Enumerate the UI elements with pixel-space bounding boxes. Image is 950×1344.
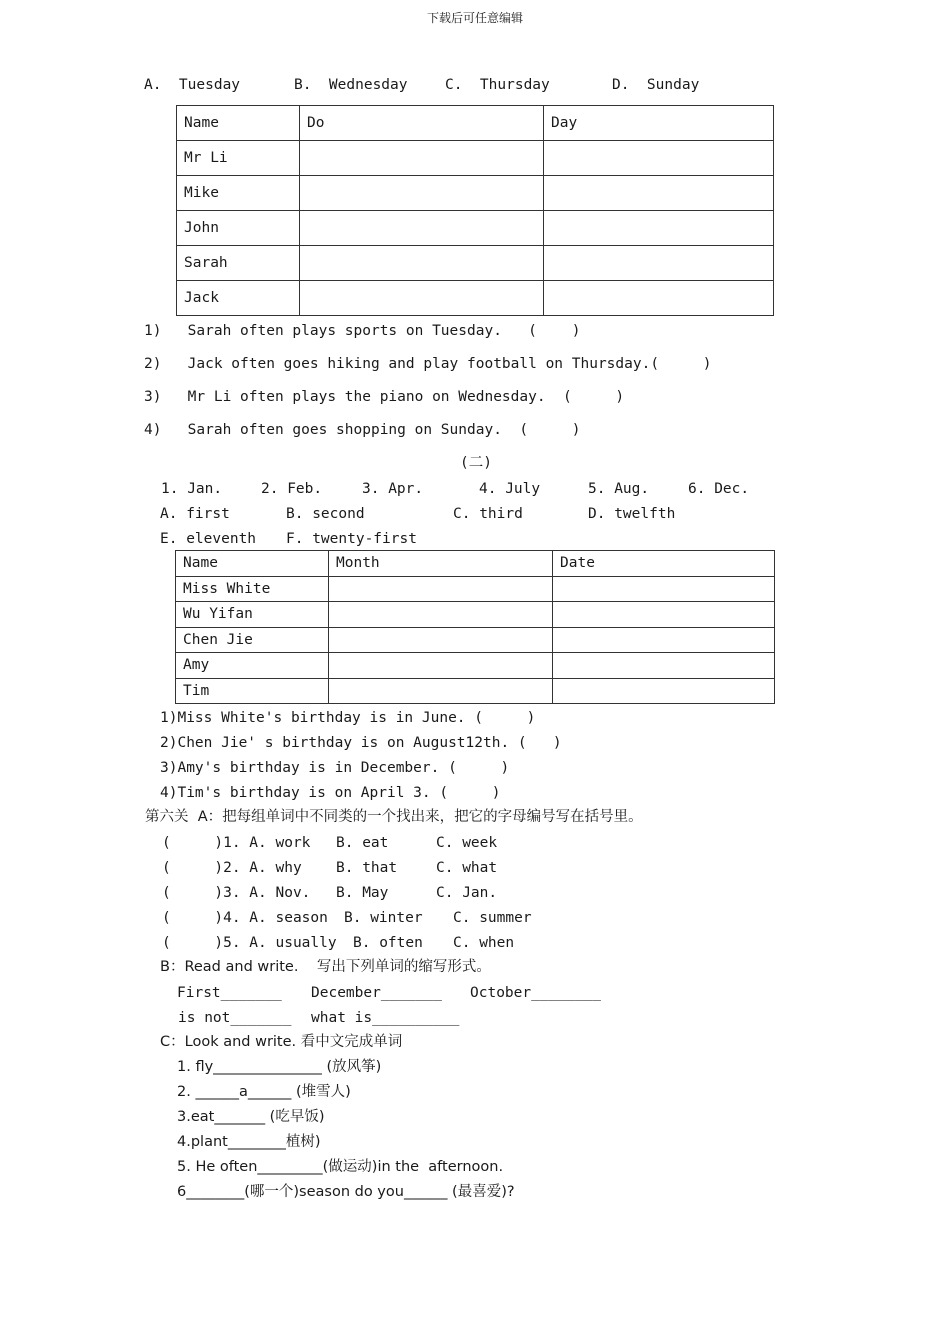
header-date: Date [553, 551, 775, 577]
do-cell[interactable] [300, 281, 544, 316]
table-row [177, 281, 774, 316]
odd-item-2-b: B. that [336, 860, 398, 876]
table-row [176, 653, 775, 679]
abbr-what-is: what is__________ [311, 1010, 460, 1026]
ordinal-b: B. second [286, 506, 365, 522]
row-name: Amy [176, 653, 329, 679]
day-cell[interactable] [544, 211, 774, 246]
row-name: Chen Jie [176, 627, 329, 653]
day-cell[interactable] [544, 141, 774, 176]
day-cell[interactable] [544, 176, 774, 211]
option-b: B. Wednesday [294, 77, 408, 93]
option-a: A. Tuesday [144, 77, 241, 93]
row-name: Sarah [177, 246, 300, 281]
month-cell[interactable] [329, 602, 553, 628]
ordinal-d: D. twelfth [588, 506, 676, 522]
table-row [176, 678, 775, 704]
table-row [176, 602, 775, 628]
table-row [176, 627, 775, 653]
header-month: Month [329, 551, 553, 577]
abbr-is-not: is not_______ [178, 1010, 292, 1026]
row-name: Miss White [176, 576, 329, 602]
do-cell[interactable] [300, 176, 544, 211]
lookwrite-3: 3.eat_______ (吃早饭) [177, 1109, 325, 1125]
birthday-question-4: 4)Tim's birthday is on April 3. ( ) [160, 785, 501, 801]
odd-item-2: ( )2. A. why [162, 860, 302, 876]
do-cell[interactable] [300, 211, 544, 246]
odd-item-3: ( )3. A. Nov. [162, 885, 311, 901]
odd-item-3-c: C. Jan. [436, 885, 498, 901]
row-name: Jack [177, 281, 300, 316]
section-2-title: (二) [460, 455, 492, 471]
table-header-row [177, 106, 774, 141]
month-cell[interactable] [329, 653, 553, 679]
month-cell[interactable] [329, 576, 553, 602]
row-name: Mr Li [177, 141, 300, 176]
odd-item-4: ( )4. A. season [162, 910, 328, 926]
odd-item-3-b: B. May [336, 885, 389, 901]
date-cell[interactable] [553, 602, 775, 628]
date-cell[interactable] [553, 653, 775, 679]
section-b-title: B：Read and write. 写出下列单词的缩写形式。 [160, 959, 491, 975]
month-6: 6. Dec. [688, 481, 750, 497]
odd-item-2-c: C. what [436, 860, 498, 876]
section-c-title: C：Look and write. 看中文完成单词 [160, 1034, 403, 1050]
table-row [177, 141, 774, 176]
activity-table [176, 105, 774, 316]
lookwrite-5: 5. He often_________(做运动)in the afternoon. [177, 1159, 504, 1175]
odd-item-4-c: C. summer [453, 910, 532, 926]
date-cell[interactable] [553, 627, 775, 653]
odd-item-5-b: B. often [353, 935, 423, 951]
do-cell[interactable] [300, 246, 544, 281]
header-name: Name [177, 106, 300, 141]
option-d: D. Sunday [612, 77, 700, 93]
table-row [177, 176, 774, 211]
odd-item-5: ( )5. A. usually [162, 935, 337, 951]
section-6-title: 第六关 A：把每组单词中不同类的一个找出来，把它的字母编号写在括号里。 [145, 809, 643, 825]
month-cell[interactable] [329, 678, 553, 704]
abbr-december: December_______ [311, 985, 442, 1001]
month-5: 5. Aug. [588, 481, 650, 497]
month-2: 2. Feb. [261, 481, 323, 497]
month-4: 4. July [479, 481, 541, 497]
question-4: 4) Sarah often goes shopping on Sunday. ( ) [144, 422, 581, 438]
ordinal-a: A. first [160, 506, 230, 522]
header-do: Do [300, 106, 544, 141]
lookwrite-1: 1. fly_______________ (放风筝) [177, 1059, 382, 1075]
row-name: Wu Yifan [176, 602, 329, 628]
birthday-question-1: 1)Miss White's birthday is in June. ( ) [160, 710, 536, 726]
month-1: 1. Jan. [161, 481, 223, 497]
odd-item-1: ( )1. A. work [162, 835, 311, 851]
lookwrite-6: 6________(哪一个)season do you______ (最喜爱)? [177, 1184, 515, 1200]
odd-item-5-c: C. when [453, 935, 515, 951]
page-header: 下载后可任意编辑 [426, 11, 523, 25]
birthday-question-2: 2)Chen Jie' s birthday is on August12th. ( ) [160, 735, 562, 751]
row-name: Tim [176, 678, 329, 704]
date-cell[interactable] [553, 678, 775, 704]
question-1: 1) Sarah often plays sports on Tuesday. ( ) [144, 323, 581, 339]
abbr-first: First_______ [177, 985, 282, 1001]
question-3: 3) Mr Li often plays the piano on Wednesday. ( ) [144, 389, 625, 405]
ordinal-f: F. twenty-first [286, 531, 417, 547]
option-c: C. Thursday [445, 77, 550, 93]
odd-item-4-b: B. winter [344, 910, 423, 926]
table-row [177, 246, 774, 281]
question-2: 2) Jack often goes hiking and play football on Thursday.( ) [144, 356, 712, 372]
birthday-question-3: 3)Amy's birthday is in December. ( ) [160, 760, 510, 776]
odd-item-1-b: B. eat [336, 835, 389, 851]
ordinal-e: E. eleventh [160, 531, 257, 547]
row-name: John [177, 211, 300, 246]
lookwrite-4: 4.plant________植树) [177, 1134, 321, 1150]
header-day: Day [544, 106, 774, 141]
abbr-october: October________ [470, 985, 601, 1001]
day-cell[interactable] [544, 281, 774, 316]
header-name: Name [176, 551, 329, 577]
odd-item-1-c: C. week [436, 835, 498, 851]
day-cell[interactable] [544, 246, 774, 281]
lookwrite-2: 2. ______a______ (堆雪人) [177, 1084, 351, 1100]
ordinal-c: C. third [453, 506, 523, 522]
birthday-table [175, 550, 775, 704]
date-cell[interactable] [553, 576, 775, 602]
month-3: 3. Apr. [362, 481, 424, 497]
do-cell[interactable] [300, 141, 544, 176]
table-row [176, 576, 775, 602]
month-cell[interactable] [329, 627, 553, 653]
table-row [177, 211, 774, 246]
row-name: Mike [177, 176, 300, 211]
table-header-row [176, 551, 775, 577]
